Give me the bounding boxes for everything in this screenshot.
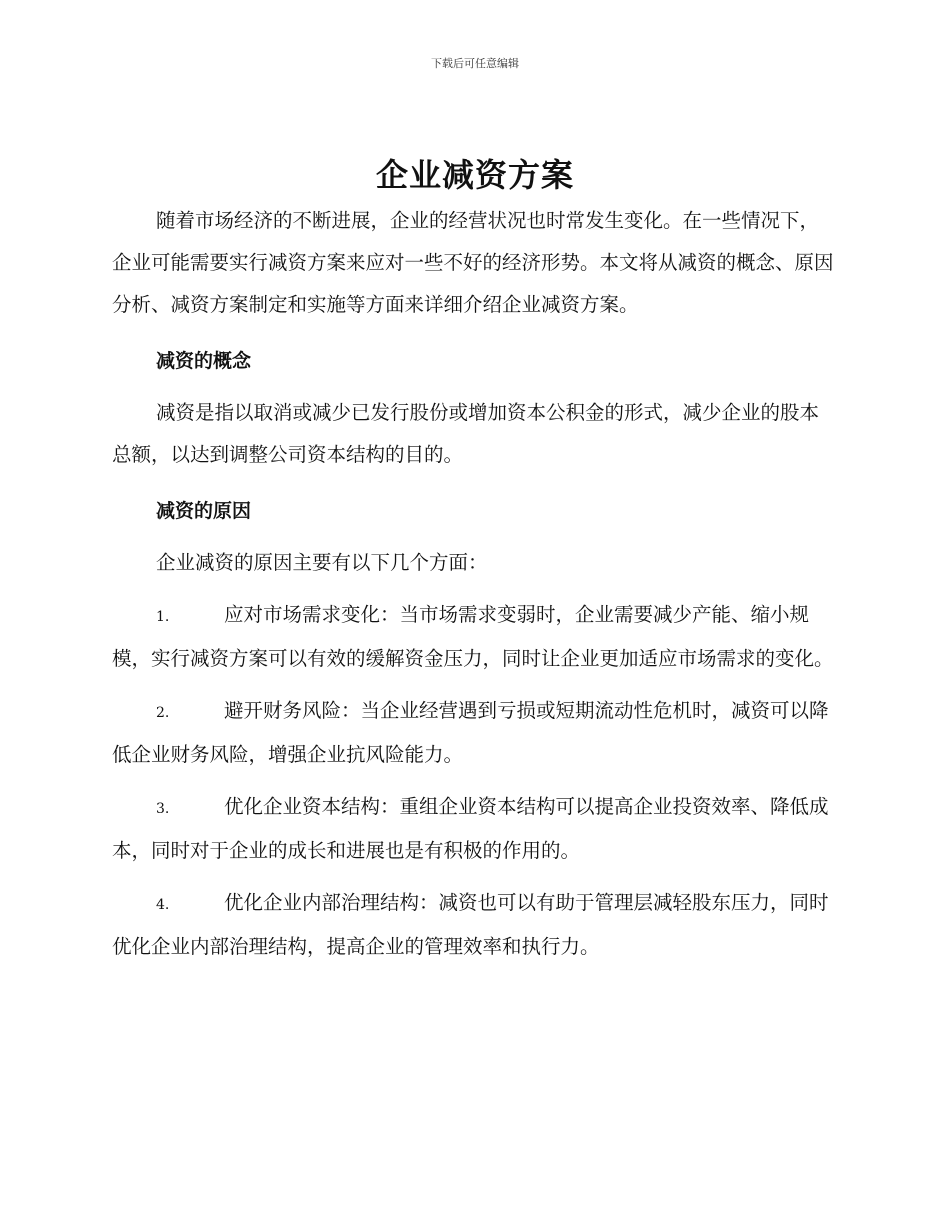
concept-paragraph: 减资是指以取消或减少已发行股份或增加资本公积金的形式，减少企业的股本总额，以达到调整公司资本结构的目的。 [112, 401, 820, 466]
list-item [112, 594, 838, 680]
list-number: 1. [156, 609, 170, 625]
intro-paragraph: 随着市场经济的不断进展，企业的经营状况也时常发生变化。在一些情况下，企业可能需要实行减资方案来应对一些不好的经济形势。本文将从减资的概念、原因分析、减资方案制定和实施等方面来详细介绍企业减资方案。 [112, 209, 834, 316]
list-number: 3. [156, 801, 170, 817]
list-item [112, 882, 838, 968]
section-heading-reasons: 减资的原因 [156, 500, 252, 522]
document-body [112, 200, 838, 968]
list-item [112, 786, 838, 872]
list-item-text: 优化企业内部治理结构：减资也可以有助于管理层减轻股东压力，同时优化企业内部治理结构，提高企业的管理效率和执行力。 [112, 891, 829, 958]
page-title: 企业减资方案 [375, 156, 574, 194]
list-item-text: 应对市场需求变化：当市场需求变弱时，企业需要减少产能、缩小规模，实行减资方案可以有效的缓解资金压力，同时让企业更加适应市场需求的变化。 [112, 603, 834, 670]
list-item-text: 优化企业资本结构：重组企业资本结构可以提高企业投资效率、降低成本，同时对于企业的成长和进展也是有积极的作用的。 [112, 795, 829, 862]
header-note: 下载后可任意编辑 [431, 57, 519, 70]
list-number: 4. [156, 897, 170, 913]
list-item-text: 避开财务风险：当企业经营遇到亏损或短期流动性危机时，减资可以降低企业财务风险，增强企业抗风险能力。 [112, 699, 829, 766]
reasons-list [112, 594, 838, 968]
list-item [112, 690, 838, 776]
section-heading-concept: 减资的概念 [156, 350, 252, 372]
list-number: 2. [156, 705, 170, 721]
reasons-intro-paragraph: 企业减资的原因主要有以下几个方面： [156, 551, 488, 574]
